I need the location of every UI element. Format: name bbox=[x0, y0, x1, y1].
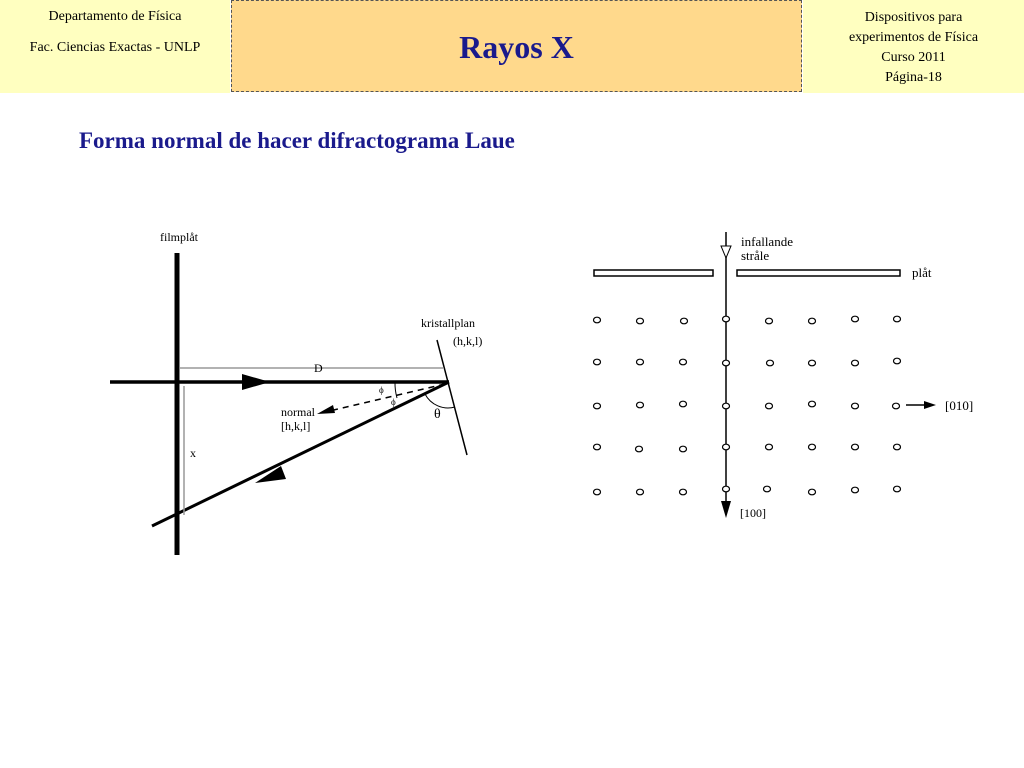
normal-hkl-label: [h,k,l] bbox=[281, 419, 311, 433]
laue-spot bbox=[894, 486, 901, 492]
laue-spot bbox=[852, 444, 859, 450]
phi-label-2: ϕ bbox=[391, 397, 396, 407]
faculty-label: Fac. Ciencias Exactas - UNLP bbox=[29, 40, 201, 55]
laue-spot bbox=[852, 360, 859, 366]
laue-spot bbox=[680, 489, 687, 495]
incident-open-arrow-icon bbox=[721, 246, 731, 258]
laue-spot bbox=[766, 403, 773, 409]
crystal-plane-label: kristallplan bbox=[421, 316, 475, 330]
laue-spot bbox=[809, 360, 816, 366]
laue-spot bbox=[894, 358, 901, 364]
laue-spot bbox=[594, 359, 601, 365]
laue-spot bbox=[637, 489, 644, 495]
x-label: x bbox=[190, 446, 196, 460]
laue-spot bbox=[636, 446, 643, 452]
laue-spot bbox=[637, 318, 644, 324]
laue-spot bbox=[764, 486, 771, 492]
theta-arc bbox=[425, 394, 455, 408]
direction-010-label: [010] bbox=[945, 398, 974, 413]
laue-spot bbox=[852, 487, 859, 493]
page-number: Página-18 bbox=[885, 70, 942, 85]
laue-spot bbox=[894, 316, 901, 322]
plate-label: plåt bbox=[912, 265, 932, 280]
laue-spot bbox=[723, 444, 730, 450]
right-diagram bbox=[594, 232, 974, 520]
incident-beam-arrow-icon bbox=[242, 374, 270, 390]
department-label: Departamento de Física bbox=[48, 9, 182, 24]
normal-arrow-icon bbox=[317, 405, 335, 414]
laue-spot bbox=[894, 444, 901, 450]
crystal-plane bbox=[437, 340, 467, 455]
laue-spot bbox=[809, 318, 816, 324]
theta-label: θ bbox=[434, 407, 441, 422]
laue-spot bbox=[809, 444, 816, 450]
phi-arc bbox=[395, 382, 397, 398]
normal-label: normal bbox=[281, 405, 315, 419]
diffracted-beam bbox=[152, 382, 449, 526]
laue-spot bbox=[637, 402, 644, 408]
course-year: Curso 2011 bbox=[881, 50, 946, 65]
course-line-1: Dispositivos para bbox=[864, 10, 963, 25]
laue-spot bbox=[723, 403, 730, 409]
direction-100-label: [100] bbox=[740, 506, 766, 520]
phi-label-1: ϕ bbox=[379, 385, 384, 395]
laue-spot bbox=[766, 318, 773, 324]
laue-spot bbox=[723, 486, 730, 492]
plate-right-half bbox=[737, 270, 900, 276]
laue-spot bbox=[809, 489, 816, 495]
left-diagram bbox=[110, 230, 482, 555]
laue-spot bbox=[893, 403, 900, 409]
slide-subtitle: Forma normal de hacer difractograma Laue bbox=[79, 128, 515, 153]
incident-label-1: infallande bbox=[741, 234, 793, 249]
laue-spot bbox=[809, 401, 816, 407]
film-plate-label: filmplåt bbox=[160, 230, 198, 244]
laue-spot bbox=[852, 316, 859, 322]
laue-spot bbox=[767, 360, 774, 366]
distance-label: D bbox=[314, 361, 323, 375]
laue-spot bbox=[637, 359, 644, 365]
direction-100-arrow-icon bbox=[721, 501, 731, 518]
page-title: Rayos X bbox=[459, 29, 574, 65]
laue-spot-grid bbox=[594, 316, 901, 495]
plate-left-half bbox=[594, 270, 713, 276]
laue-spot bbox=[680, 446, 687, 452]
laue-spot bbox=[594, 317, 601, 323]
course-line-2: experimentos de Física bbox=[848, 30, 979, 45]
laue-spot bbox=[681, 318, 688, 324]
incident-label-2: stråle bbox=[741, 248, 770, 263]
laue-spot bbox=[852, 403, 859, 409]
laue-spot bbox=[723, 316, 730, 322]
laue-spot bbox=[594, 489, 601, 495]
laue-spot bbox=[680, 359, 687, 365]
laue-spot bbox=[723, 360, 730, 366]
crystal-hkl-label: (h,k,l) bbox=[453, 334, 483, 348]
laue-spot bbox=[594, 444, 601, 450]
direction-010-arrow-icon bbox=[924, 401, 936, 409]
laue-spot bbox=[766, 444, 773, 450]
laue-spot bbox=[594, 403, 601, 409]
laue-spot bbox=[680, 401, 687, 407]
